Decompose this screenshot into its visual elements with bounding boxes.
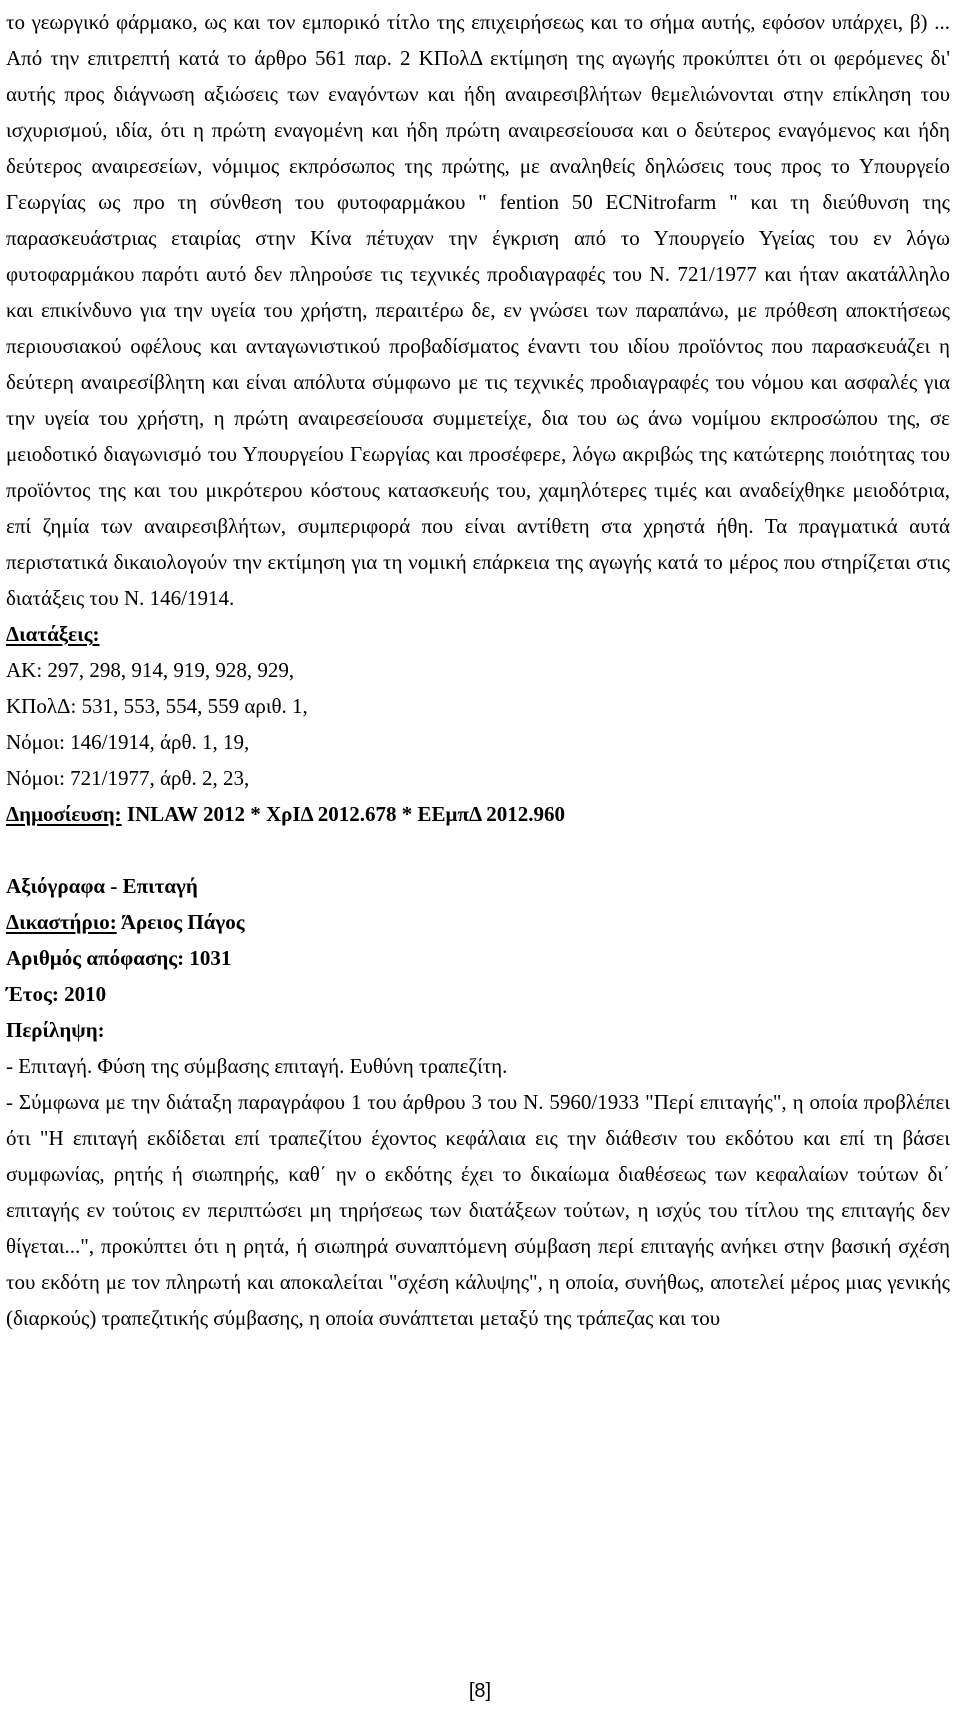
- year-line: [6, 976, 950, 1012]
- year-label: Έτος:: [6, 982, 59, 1006]
- court-value: Άρειος Πάγος: [116, 910, 245, 934]
- document-body: [6, 4, 950, 1336]
- decision-number-value: 1031: [184, 946, 232, 970]
- provision-line: Νόμοι: 721/1977, άρθ. 2, 23,: [6, 766, 250, 790]
- provision-line: ΚΠολΔ: 531, 553, 554, 559 αριθ. 1,: [6, 694, 308, 718]
- page-number: [8]: [468, 1680, 492, 1702]
- body-paragraph: το γεωργικό φάρμακο, ως και τον εμπορικό τίτλο της επιχειρήσεως και το σήμα αυτής, εφόσον υπάρχει, β) ... Από την επιτρεπτή κατά το άρθρο 561 παρ. 2 ΚΠολΔ εκτίμηση της αγωγής προκύπτει ότι οι φερόμενες δι' αυτής προς διάγνωση αξιώσεις των εναγόντων και ήδη αναιρεσιβλήτων θεμελιώνονται στην επίκληση του ισχυρισμού, ιδία, ότι η πρώτη εναγομένη και ήδη πρώτη αναιρεσείουσα και ο δεύτερος εναγόμενος και ήδη δεύτερος αναιρεσείων, νόμιμος εκπρόσωπος της πρώτης, με αναληθείς δηλώσεις τους προς το Υπουργείο Γεωργίας ως προ τη σύνθεση του φυτοφαρμάκου " fention 50 ECNitrofarm " και τη διεύθυνση της παρασκευάστριας εταιρίας στην Κίνα πέτυχαν την έγκριση από το Υπουργείο Υγείας του εν λόγω φυτοφαρμάκου παρότι αυτό δεν πληρούσε τις τεχνικές προδιαγραφές του Ν. 721/1977 και ήταν ακατάλληλο και επικίνδυνο για την υγεία του χρήστη, περαιτέρω δε, εν γνώσει των παραπάνω, με πρόθεση αποκτήσεως περιουσιακού οφέλους και ανταγωνιστικού προβαδίσματος έναντι του ιδίου προϊόντος που παρασκευάζει η δεύτερη αναιρεσίβλητη και είναι απόλυτα σύμφωνο με τις τεχνικές προδιαγραφές του νόμου και ασφαλές για την υγεία του χρήστη, η πρώτη αναιρεσείουσα συμμετείχε, δια του ως άνω νομίμου εκπροσώπου της, σε μειοδοτικό διαγωνισμό του Υπουργείου Γεωργίας και προσέφερε, λόγω ακριβώς της κατώτερης ποιότητας του προϊόντος της και του μικρότερου κόστους κατασκευής του, χαμηλότερες τιμές και αναδείχθηκε μειοδότρια, επί ζημία των αναιρεσιβλήτων, συμπεριφορά που είναι αντίθετη στα χρηστά ήθη. Τα πραγματικά αυτά περιστατικά δικαιολογούν την εκτίμηση για τη νομική επάρκεια της αγωγής κατά το μέρος που στηρίζεται στις διατάξεις του Ν. 146/1914.: [6, 10, 950, 610]
- provision-line: ΑΚ: 297, 298, 914, 919, 928, 929,: [6, 658, 295, 682]
- court-line: [6, 904, 950, 940]
- summary-point: - Σύμφωνα με την διάταξη παραγράφου 1 του άρθρου 3 του Ν. 5960/1933 "Περί επιταγής", η οποία προβλέπει ότι "Η επιταγή εκδίδεται επί τραπεζίτου έχοντος κεφάλαια εις την διάθεσιν του εκδότου και επί τη βάσει συμφωνίας, ρητής ή σιωπηρής, καθ΄ ην ο εκδότης έχει το δικαίωμα διαθέσεως των κεφαλαίων τούτων δι΄ επιταγής εν τούτοις εν περιπτώσει μη τηρήσεως των διατάξεων τούτων, η ισχύς του τίτλου της επιταγής δεν θίγεται...", προκύπτει ότι η ρητά, ή σιωπηρά συναπτόμενη σύμβαση περί επιταγής ανήκει στην βασική σχέση του εκδότη με τον πληρωτή και αποκαλείται "σχέση κάλυψης", η οποία, συνήθως, αποτελεί μέρος μιας γενικής (διαρκούς) τραπεζιτικής σύμβασης, η οποία συνάπτεται μεταξύ της τράπεζας και του: [6, 1090, 950, 1330]
- publication-line: [6, 796, 950, 832]
- summary-heading: Περίληψη:: [6, 1018, 105, 1042]
- publication-value: INLAW 2012 * ΧρΙΔ 2012.678 * ΕΕμπΔ 2012.960: [121, 802, 565, 826]
- summary-point: - Επιταγή. Φύση της σύμβασης επιταγή. Ευθύνη τραπεζίτη.: [6, 1054, 508, 1078]
- year-value: 2010: [58, 982, 107, 1006]
- section-spacer: [6, 832, 950, 868]
- case-title: Αξιόγραφα - Επιταγή: [6, 874, 198, 898]
- publication-label: Δημοσίευση:: [6, 802, 122, 826]
- decision-number-label: Αριθμός απόφασης:: [6, 946, 185, 970]
- court-label: Δικαστήριο:: [6, 910, 117, 934]
- provisions-section: [6, 616, 950, 796]
- decision-number-line: [6, 940, 950, 976]
- provisions-heading: Διατάξεις:: [6, 622, 100, 646]
- provision-line: Νόμοι: 146/1914, άρθ. 1, 19,: [6, 730, 250, 754]
